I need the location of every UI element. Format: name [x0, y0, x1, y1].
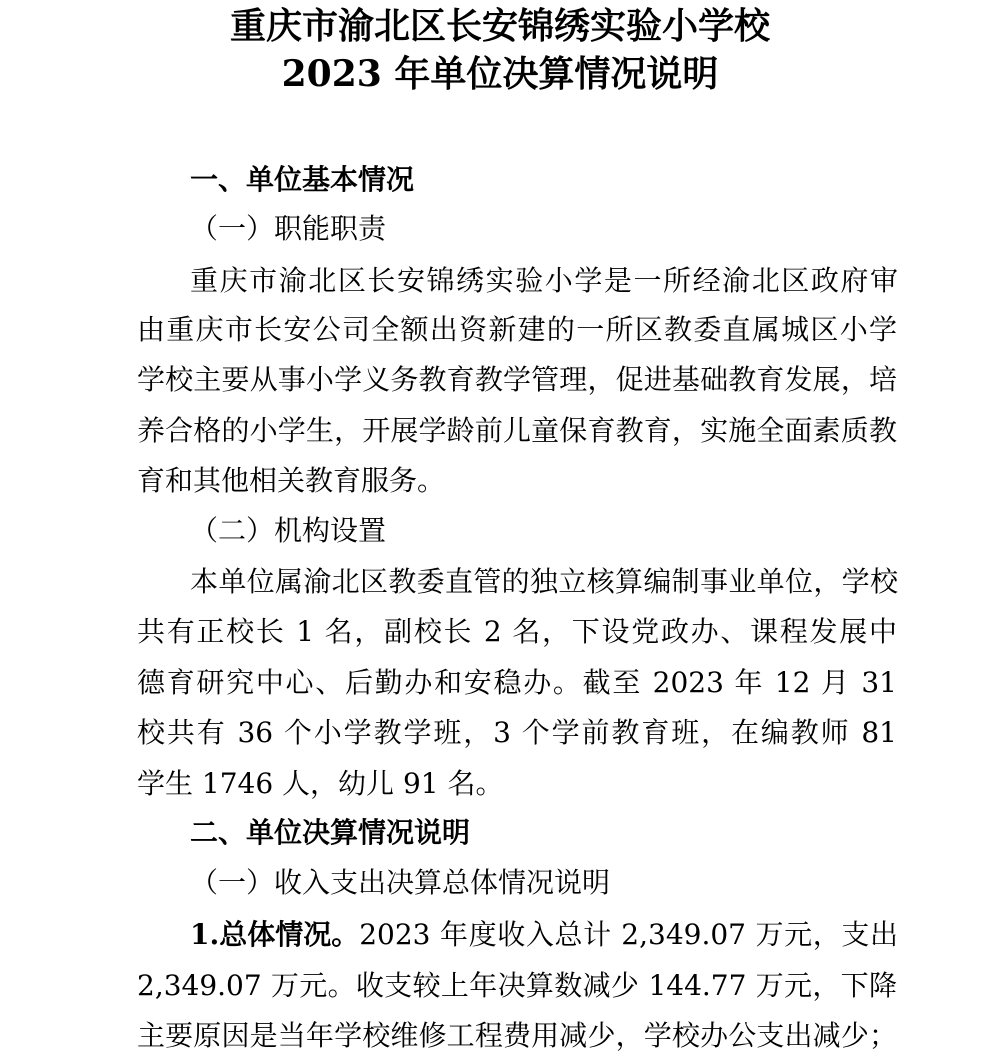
paragraph-line [190, 915, 898, 955]
paragraph-line: 主要原因是当年学校维修工程费用减少，学校办公支出减少； [137, 1019, 897, 1052]
paragraph-text: 2023 年度收入总计 2,349.07 万元，支出 [359, 918, 898, 951]
subsection-heading-organization: （二）机构设置 [190, 514, 387, 547]
paragraph-line: 学生 1746 人，幼儿 91 名。 [137, 767, 504, 800]
paragraph-line: 本单位属渝北区教委直管的独立核算编制事业单位，学校 [190, 565, 898, 598]
paragraph-line: 育和其他相关教育服务。 [137, 464, 446, 497]
paragraph-line: 德育研究中心、后勤办和安稳办。截至 2023 年 12 月 31 [137, 666, 897, 699]
paragraph-line: 校共有 36 个小学教学班，3 个学前教育班，在编教师 81 [137, 716, 897, 749]
document-title-line-1: 重庆市渝北区长安锦绣实验小学校 [229, 5, 770, 47]
paragraph-line: 养合格的小学生，开展学龄前儿童保育教育，实施全面素质教 [137, 414, 897, 447]
paragraph-line: 2,349.07 万元。收支较上年决算数减少 144.77 万元，下降 [137, 969, 897, 1002]
section-heading-basic-info: 一、单位基本情况 [190, 163, 415, 196]
paragraph-line: 学校主要从事小学义务教育教学管理，促进基础教育发展，培 [137, 363, 897, 396]
subsection-heading-functions: （一）职能职责 [190, 212, 387, 245]
paragraph-line: 共有正校长 1 名，副校长 2 名，下设党政办、课程发展中 [137, 615, 897, 648]
section-heading-final-accounts: 二、单位决算情况说明 [190, 816, 471, 849]
paragraph-line: 由重庆市长安公司全额出资新建的一所区教委直属城区小学 [137, 313, 897, 346]
subsection-heading-income-expenditure: （一）收入支出决算总体情况说明 [190, 866, 611, 899]
paragraph-line: 重庆市渝北区长安锦绣实验小学是一所经渝北区政府审 [190, 264, 898, 297]
document-title-line-2: 2023 年单位决算情况说明 [281, 53, 719, 95]
paragraph-lead: 1.总体情况。 [190, 918, 360, 951]
